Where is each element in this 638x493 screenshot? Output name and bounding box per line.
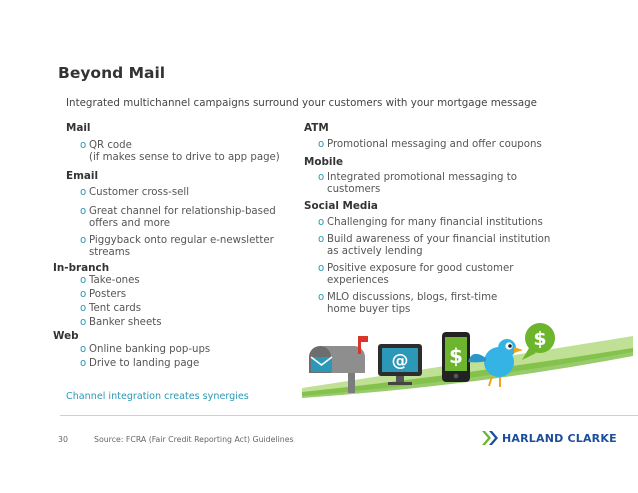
bullet-icon: o	[80, 140, 87, 151]
list-item: o Great channel for relationship-based offers and more	[80, 206, 276, 229]
list-item: o Promotional messaging and offer coupons	[318, 139, 542, 150]
bullet-icon: o	[318, 263, 325, 274]
bullet-icon: o	[80, 344, 87, 355]
channel-integration-note: Channel integration creates synergies	[66, 391, 249, 402]
svg-text:$: $	[449, 344, 463, 368]
section-heading-in-branch: In-branch	[53, 262, 110, 274]
list-item: o Build awareness of your financial institution as actively lending	[318, 234, 551, 257]
channel-icons	[300, 300, 638, 400]
bullet-icon: o	[80, 275, 87, 286]
list-item: o Challenging for many financial institutions	[318, 217, 543, 228]
svg-text:$: $	[533, 328, 547, 350]
list-item: o Take-ones	[80, 275, 140, 286]
bullet-icon: o	[80, 206, 87, 217]
section-heading-mobile: Mobile	[304, 156, 344, 168]
list-item: o Positive exposure for good customer experiences	[318, 263, 514, 286]
section-heading-social-media: Social Media	[304, 200, 378, 212]
logo-mark-icon	[480, 429, 500, 447]
section-heading-atm: ATM	[304, 122, 329, 134]
list-item: o Drive to landing page	[80, 358, 200, 369]
mobile-phone-dollar-icon	[442, 332, 470, 382]
footer-divider	[60, 415, 638, 416]
list-item: o Tent cards	[80, 303, 142, 314]
page-number: 30	[58, 435, 68, 444]
section-heading-web: Web	[53, 330, 79, 342]
section-heading-email: Email	[66, 170, 99, 182]
list-item: o Customer cross-sell	[80, 187, 190, 198]
bullet-icon: o	[80, 235, 87, 246]
bullet-icon: o	[318, 217, 325, 228]
list-item: o Integrated promotional messaging to customers	[318, 172, 517, 195]
section-heading-mail: Mail	[66, 122, 91, 134]
bullet-icon: o	[80, 187, 87, 198]
list-item: o Posters	[80, 289, 127, 300]
bullet-icon: o	[80, 358, 87, 369]
bullet-icon: o	[80, 303, 87, 314]
bullet-icon: o	[318, 292, 325, 303]
svg-text:@: @	[391, 351, 409, 371]
left-column	[53, 122, 306, 370]
list-item: o Piggyback onto regular e-newsletter streams	[80, 235, 274, 258]
bullet-icon: o	[80, 289, 87, 300]
list-item: o MLO discussions, blogs, first-time home buyer tips	[318, 292, 498, 315]
list-item: o Online banking pop-ups	[80, 344, 211, 355]
list-item: o QR code (if makes sense to drive to app page)	[80, 140, 280, 163]
logo-text: HARLAND CLARKE	[502, 432, 617, 445]
slide-subtitle: Integrated multichannel campaigns surround your customers with your mortgage message	[66, 97, 538, 109]
harland-clarke-logo	[480, 429, 630, 447]
bullet-icon: o	[318, 234, 325, 245]
source-note: Source: FCRA (Fair Credit Reporting Act) Guidelines	[94, 435, 294, 444]
right-column	[304, 122, 574, 316]
slide-title: Beyond Mail	[58, 64, 166, 82]
bullet-icon: o	[318, 139, 325, 150]
list-item: o Banker sheets	[80, 317, 162, 328]
bullet-icon: o	[80, 317, 87, 328]
bullet-icon: o	[318, 172, 325, 183]
